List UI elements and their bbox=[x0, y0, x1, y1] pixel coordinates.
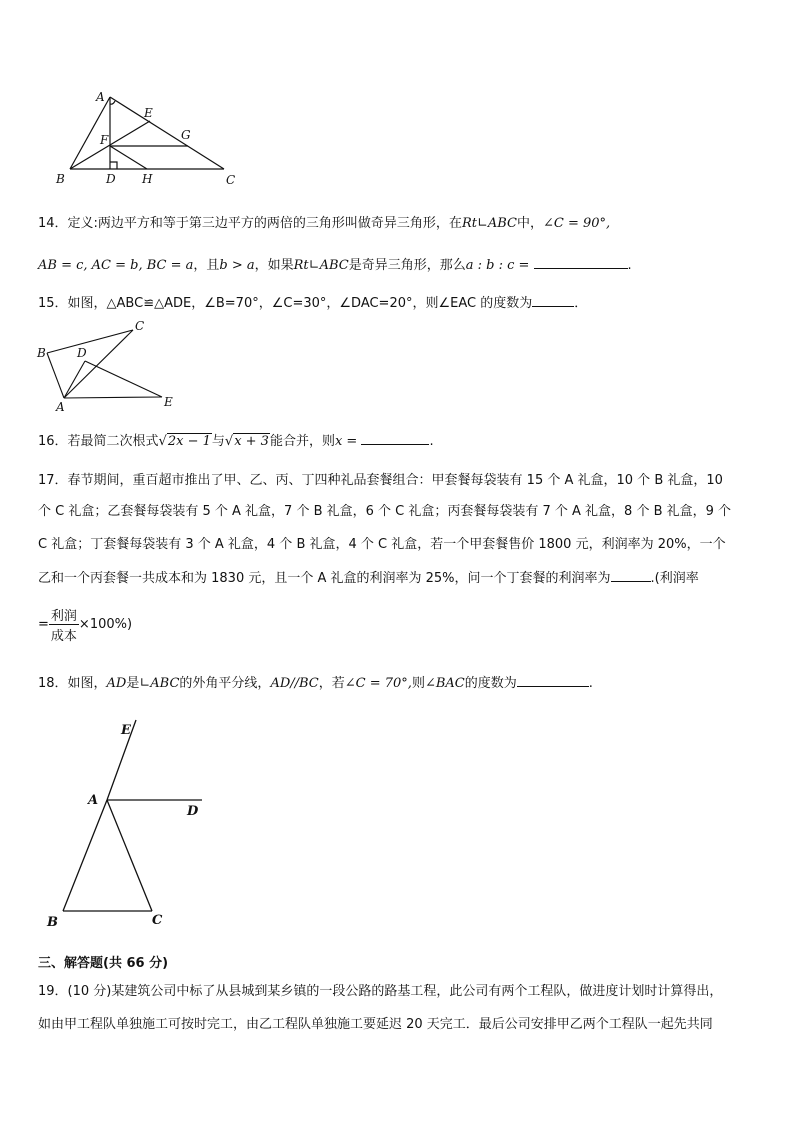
question-18: 18．如图，AD是∟ABC的外角平分线，AD//BC，若∠C = 70°,则∠BAC的度数为 . bbox=[38, 676, 593, 691]
figure-q13 bbox=[50, 85, 250, 195]
q16-text-c: 能合并，则 bbox=[269, 434, 335, 449]
segment-ac bbox=[107, 800, 152, 911]
question-17-line-3: C 礼盒；丁套餐每袋装有 3 个 A 礼盒，4 个 B 礼盒，4 个 C 礼盒，若一个甲套餐售价 1800 元，利润率为 20%，一个 bbox=[38, 537, 726, 552]
q16-radicand-2: x + 3 bbox=[234, 434, 269, 449]
q16-radicand-1: 2x − 1 bbox=[167, 434, 211, 449]
q14-text-b: ，如果 bbox=[254, 258, 294, 273]
question-15 bbox=[38, 292, 587, 311]
label-C: C bbox=[226, 173, 236, 187]
q14-triangle: ABC bbox=[487, 216, 517, 231]
answer-blank-14[interactable] bbox=[534, 256, 628, 269]
question-17-line-2: 个 C 礼盒；乙套餐每袋装有 5 个 A 礼盒，7 个 B 礼盒，6 个 C 礼盒；丙套餐每袋装有 7 个 A 礼盒，8 个 B 礼盒，9 个 bbox=[38, 504, 732, 519]
label-B: B bbox=[47, 915, 58, 930]
radical-sign: √ bbox=[224, 434, 234, 449]
fraction-numerator: 利润 bbox=[49, 605, 79, 625]
q16-text-a: 16．若最简二次根式 bbox=[38, 434, 159, 449]
segment-ac bbox=[64, 330, 133, 398]
segment-fh bbox=[110, 146, 147, 169]
q16-period: . bbox=[429, 434, 434, 449]
q16-variable: x = bbox=[334, 434, 358, 449]
q18-text-a: 18．如图， bbox=[38, 676, 107, 691]
radical-sign: √ bbox=[158, 434, 167, 449]
q14-intro: 定义:两边平方和等于第三边平方的两倍的三角形叫做奇异三角形，在 bbox=[67, 216, 462, 231]
figure-q15 bbox=[30, 315, 190, 415]
label-E: E bbox=[121, 723, 131, 738]
q14-sides: AB = c, AC = b, BC = a bbox=[38, 258, 194, 273]
answer-blank-15[interactable] bbox=[532, 294, 574, 307]
segment-ab bbox=[63, 800, 107, 911]
segment-ae bbox=[64, 397, 162, 398]
label-C: C bbox=[152, 913, 163, 928]
q14-mid: 中， bbox=[517, 216, 544, 231]
q14-angle-condition: ∠C = 90°, bbox=[543, 216, 611, 231]
q18-period: . bbox=[588, 676, 593, 691]
profit-fraction bbox=[49, 605, 79, 644]
question-19-line-2: 如由甲工程队单独施工可按时完工，由乙工程队单独施工要延迟 20 天完工．最后公司安排甲乙两个工程队一起先共同 bbox=[38, 1017, 713, 1032]
answer-blank-16[interactable] bbox=[361, 432, 429, 445]
question-14-line-1: 14．定义:两边平方和等于第三边平方的两倍的三角形叫做奇异三角形，在Rt∟ABC中，∠C = 90°, bbox=[38, 216, 611, 231]
q17-eq: = bbox=[38, 617, 49, 632]
q16-text-b: 与 bbox=[211, 434, 225, 449]
q14-rt-2: Rt bbox=[293, 258, 309, 273]
label-F: F bbox=[100, 133, 109, 147]
label-H: H bbox=[142, 172, 153, 186]
question-17-line-1: 17．春节期间，重百超市推出了甲、乙、丙、丁四种礼品套餐组合：甲套餐每袋装有 15 个 A 礼盒，10 个 B 礼盒，10 bbox=[38, 473, 723, 488]
q14-rt: Rt bbox=[461, 216, 477, 231]
segment-ad bbox=[64, 361, 85, 398]
figure-q18 bbox=[40, 712, 220, 932]
q18-parallel: AD//BC bbox=[270, 676, 319, 691]
segment-ac bbox=[110, 97, 224, 169]
fraction-denominator: 成本 bbox=[50, 629, 77, 644]
question-19-line-1: 19．(10 分)某建筑公司中标了从县城到某乡镇的一段公路的路基工程，此公司有两个工程队，做进度计划时计算得出， bbox=[38, 984, 723, 999]
label-D: D bbox=[106, 172, 116, 186]
segment-ab bbox=[47, 353, 64, 398]
q14-ratio: a : b : c = bbox=[465, 258, 530, 273]
q17-line4-text: 乙和一个丙套餐一共成本和为 1830 元，且一个 A 礼盒的利润率为 25%，问一个丁套餐的利润率为 bbox=[38, 571, 611, 586]
segment-bc bbox=[47, 330, 133, 353]
q18-text-b: 是 bbox=[126, 676, 140, 691]
q14-period: . bbox=[627, 258, 632, 273]
label-G: G bbox=[181, 128, 191, 142]
label-A: A bbox=[56, 400, 65, 414]
label-E: E bbox=[164, 395, 173, 409]
label-E: E bbox=[144, 106, 153, 120]
q14-text-a: ，且 bbox=[193, 258, 220, 273]
question-14-line-2: AB = c, AC = b, BC = a，且b > a，如果Rt∟ABC是奇异三角形，那么a : b : c = . bbox=[38, 258, 632, 273]
label-D: D bbox=[187, 804, 199, 819]
q18-text-e: 则 bbox=[411, 676, 425, 691]
question-number: 14． bbox=[38, 216, 68, 231]
label-B: B bbox=[37, 346, 46, 360]
q15-text: 15．如图，△ABC≌△ADE，∠B=70°，∠C=30°，∠DAC=20°，则∠EAC 的度数为 bbox=[38, 296, 533, 311]
q15-period: ． bbox=[574, 296, 588, 311]
answer-blank-17[interactable] bbox=[611, 569, 651, 582]
answer-blank-18[interactable] bbox=[517, 674, 589, 687]
question-17-line-4 bbox=[38, 567, 699, 586]
segment-de bbox=[85, 361, 162, 397]
question-17-formula bbox=[38, 605, 132, 644]
q18-text-f: 的度数为 bbox=[464, 676, 517, 691]
q18-angle: ∠C = 70°, bbox=[344, 676, 412, 691]
question-16 bbox=[38, 430, 434, 449]
q18-text-c: 的外角平分线， bbox=[179, 676, 271, 691]
q18-segment: AD bbox=[106, 676, 127, 691]
q14-triangle-2: ABC bbox=[319, 258, 349, 273]
q14-text-c: 是奇异三角形，那么 bbox=[348, 258, 466, 273]
label-C: C bbox=[135, 319, 145, 333]
q18-text-d: ，若 bbox=[318, 676, 345, 691]
angle-mark-a bbox=[110, 101, 115, 104]
q17-line4-end: .(利润率 bbox=[650, 571, 699, 586]
q17-formula-tail: ×100%) bbox=[78, 617, 133, 632]
right-angle-mark-d bbox=[110, 162, 117, 169]
label-A: A bbox=[96, 90, 105, 104]
q18-asked-angle: ∠BAC bbox=[424, 676, 465, 691]
label-D: D bbox=[77, 346, 87, 360]
label-A: A bbox=[88, 793, 99, 808]
q14-inequality: b > a bbox=[219, 258, 255, 273]
section-title: 三、解答题(共 66 分) bbox=[38, 956, 169, 971]
label-B: B bbox=[56, 172, 65, 186]
q18-triangle: ABC bbox=[150, 676, 180, 691]
